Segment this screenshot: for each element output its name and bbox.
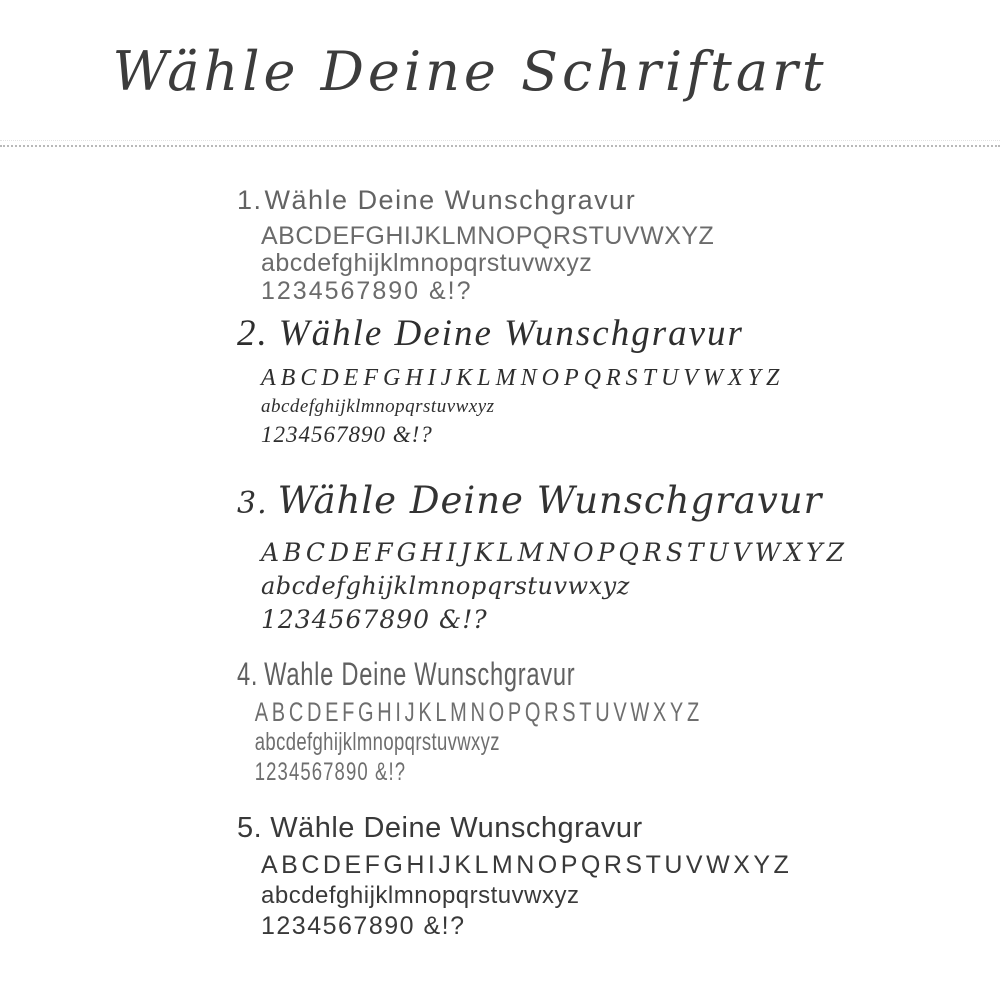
font-sample-4 bbox=[237, 655, 957, 787]
font-1-heading bbox=[237, 183, 957, 217]
font-sample-5 bbox=[237, 810, 957, 942]
font-3-uppercase-sample: ABCDEFGHIJKLMNOPQRSTUVWXYZ bbox=[261, 538, 849, 567]
dotted-divider bbox=[0, 140, 1000, 147]
font-3-numerals-sample: 1234567890 &!? bbox=[261, 605, 488, 634]
page-title: Wähle Deine Schriftart bbox=[112, 40, 828, 103]
font-4-numerals-sample: 1234567890 &!? bbox=[254, 758, 407, 786]
font-3-lowercase-sample: abcdefghijklmnopqrstuvwxyz bbox=[261, 572, 630, 600]
font-4-lowercase-sample: abcdefghijklmnopqrstuvwxyz bbox=[254, 728, 500, 756]
font-2-lowercase-sample: abcdefghijklmnopqrstuvwxyz bbox=[261, 396, 495, 417]
font-sample-1 bbox=[237, 183, 957, 305]
font-2-heading bbox=[237, 311, 957, 357]
font-1-numerals-sample: 1234567890 &!? bbox=[261, 277, 473, 305]
font-5-heading-text: Wähle Deine Wunschgravur bbox=[270, 812, 643, 844]
font-sample-2 bbox=[237, 311, 957, 450]
font-4-heading-text: Wahle Deine Wunschgravur bbox=[264, 656, 576, 692]
font-5-numerals-sample: 1234567890 &!? bbox=[261, 912, 466, 940]
font-1-lowercase-sample: abcdefghijklmnopqrstuvwxyz bbox=[261, 249, 593, 277]
font-3-number: 3. bbox=[237, 486, 268, 521]
font-3-heading-text: Wähle Deine Wunschgravur bbox=[277, 479, 823, 522]
font-2-heading-text: Wähle Deine Wunschgravur bbox=[278, 313, 744, 354]
font-5-lowercase-sample: abcdefghijklmnopqrstuvwxyz bbox=[261, 882, 580, 909]
font-5-number: 5. bbox=[237, 812, 263, 844]
font-2-uppercase-sample: ABCDEFGHIJKLMNOPQRSTUVWXYZ bbox=[261, 365, 785, 391]
font-2-number: 2. bbox=[237, 313, 269, 354]
font-2-numerals-sample: 1234567890 &!? bbox=[261, 422, 433, 447]
font-5-uppercase-sample: ABCDEFGHIJKLMNOPQRSTUVWXYZ bbox=[261, 851, 793, 879]
font-3-heading bbox=[237, 477, 957, 528]
font-4-number: 4. bbox=[237, 656, 259, 692]
font-5-heading bbox=[237, 810, 957, 847]
font-sample-3 bbox=[237, 477, 957, 637]
font-4-heading bbox=[237, 655, 770, 694]
font-1-uppercase-sample: ABCDEFGHIJKLMNOPQRSTUVWXYZ bbox=[261, 222, 715, 250]
font-1-number: 1. bbox=[237, 185, 263, 215]
font-1-heading-text: Wähle Deine Wunschgravur bbox=[264, 185, 637, 215]
font-4-uppercase-sample: ABCDEFGHIJKLMNOPQRSTUVWXYZ bbox=[254, 697, 703, 727]
